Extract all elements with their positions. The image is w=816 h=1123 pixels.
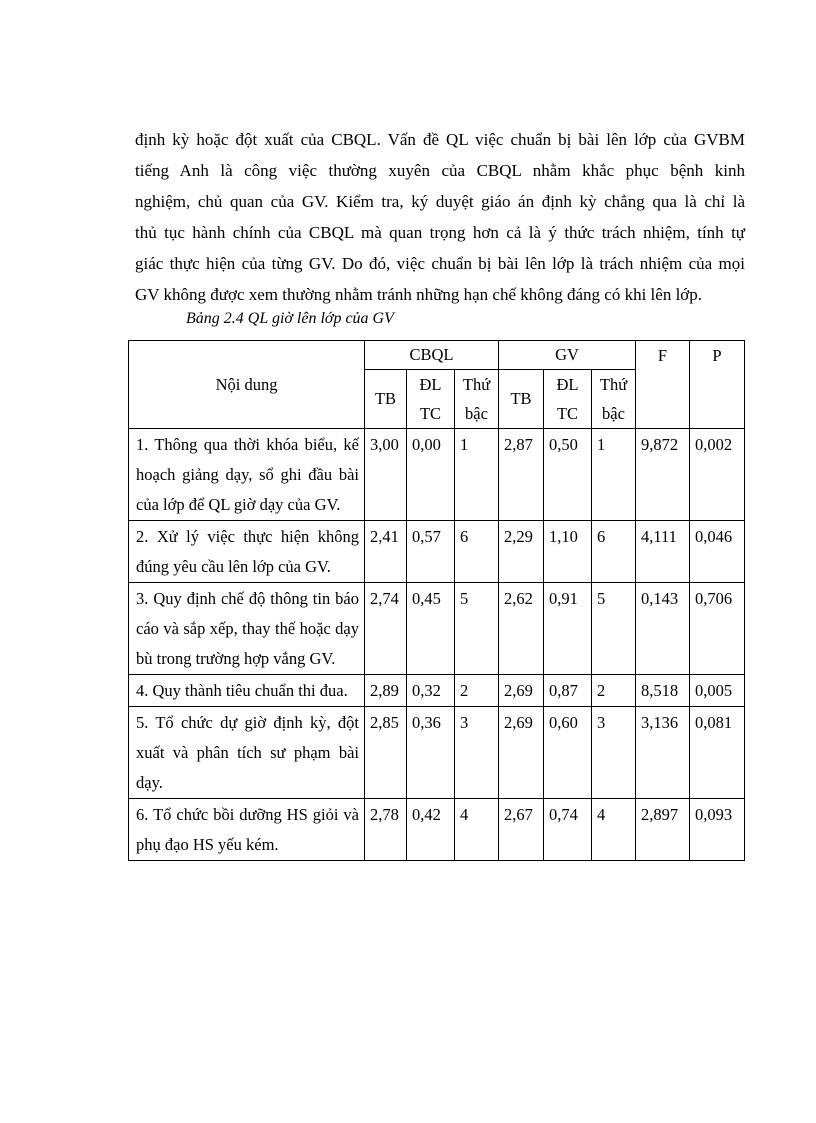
header-gv-rank: Thứ bậc — [592, 370, 636, 429]
cell-gv-tb: 2,29 — [499, 521, 544, 583]
cell-gv-dltc: 0,91 — [544, 583, 592, 675]
header-gv: GV — [499, 341, 636, 370]
cell-cbql-rank: 5 — [455, 583, 499, 675]
cell-f: 9,872 — [636, 429, 690, 521]
header-cbql-dltc: ĐL TC — [407, 370, 455, 429]
cell-cbql-tb: 2,41 — [365, 521, 407, 583]
cell-gv-tb: 2,69 — [499, 707, 544, 799]
cell-gv-dltc: 0,50 — [544, 429, 592, 521]
cell-f: 2,897 — [636, 799, 690, 861]
table-row — [129, 799, 745, 861]
header-gv-tb: TB — [499, 370, 544, 429]
cell-f: 4,111 — [636, 521, 690, 583]
cell-gv-rank: 2 — [592, 675, 636, 707]
cell-p: 0,005 — [690, 675, 745, 707]
cell-cbql-rank: 2 — [455, 675, 499, 707]
paragraph-line: định kỳ hoặc đột xuất của CBQL. Vấn đề QL việc chuẩn bị bài lên lớp của GVBM — [135, 130, 745, 149]
cell-cbql-rank: 3 — [455, 707, 499, 799]
cell-gv-tb: 2,62 — [499, 583, 544, 675]
cell-gv-dltc: 0,87 — [544, 675, 592, 707]
cell-p: 0,046 — [690, 521, 745, 583]
header-cbql-rank: Thứ bậc — [455, 370, 499, 429]
cell-p: 0,093 — [690, 799, 745, 861]
cell-cbql-rank: 6 — [455, 521, 499, 583]
table-row — [129, 583, 745, 675]
cell-gv-tb: 2,87 — [499, 429, 544, 521]
cell-cbql-dltc: 0,00 — [407, 429, 455, 521]
cell-gv-dltc: 1,10 — [544, 521, 592, 583]
body-paragraph — [135, 124, 745, 310]
header-row-1 — [129, 341, 745, 370]
cell-cbql-dltc: 0,57 — [407, 521, 455, 583]
header-p: P — [690, 341, 745, 429]
cell-content: 3. Quy định chế độ thông tin báo cáo và sắp xếp, thay thế hoặc dạy bù trong trường hợp vắng GV. — [129, 583, 365, 675]
cell-content: 5. Tổ chức dự giờ định kỳ, đột xuất và phân tích sư phạm bài dạy. — [129, 707, 365, 799]
table-row — [129, 429, 745, 521]
cell-gv-rank: 4 — [592, 799, 636, 861]
cell-cbql-dltc: 0,45 — [407, 583, 455, 675]
cell-f: 3,136 — [636, 707, 690, 799]
header-gv-dltc: ĐL TC — [544, 370, 592, 429]
cell-cbql-tb: 2,78 — [365, 799, 407, 861]
header-f: F — [636, 341, 690, 429]
cell-gv-dltc: 0,60 — [544, 707, 592, 799]
table-row — [129, 675, 745, 707]
cell-f: 8,518 — [636, 675, 690, 707]
paragraph-line: nghiệm, chủ quan của GV. Kiểm tra, ký duyệt giáo án định kỳ chẳng qua là chỉ là — [135, 192, 745, 211]
cell-content: 2. Xử lý việc thực hiện không đúng yêu cầu lên lớp của GV. — [129, 521, 365, 583]
cell-content: 6. Tổ chức bồi dưỡng HS giỏi và phụ đạo HS yếu kém. — [129, 799, 365, 861]
paragraph-line: giác thực hiện của từng GV. Do đó, việc chuẩn bị bài lên lớp là trách nhiệm của mọi — [135, 254, 745, 273]
cell-p: 0,081 — [690, 707, 745, 799]
header-cbql: CBQL — [365, 341, 499, 370]
cell-cbql-tb: 2,85 — [365, 707, 407, 799]
cell-gv-tb: 2,69 — [499, 675, 544, 707]
cell-cbql-tb: 2,89 — [365, 675, 407, 707]
cell-gv-rank: 5 — [592, 583, 636, 675]
cell-content: 1. Thông qua thời khóa biểu, kế hoạch giảng dạy, sổ ghi đầu bài của lớp để QL giờ dạy của GV. — [129, 429, 365, 521]
cell-cbql-tb: 3,00 — [365, 429, 407, 521]
header-cbql-tb: TB — [365, 370, 407, 429]
cell-f: 0,143 — [636, 583, 690, 675]
cell-gv-rank: 3 — [592, 707, 636, 799]
cell-cbql-dltc: 0,36 — [407, 707, 455, 799]
paragraph-line: thủ tục hành chính của CBQL mà quan trọng hơn cả là ý thức trách nhiệm, tính tự — [135, 223, 745, 242]
table-row — [129, 521, 745, 583]
paragraph-line: tiếng Anh là công việc thường xuyên của CBQL nhằm khắc phục bệnh kinh — [135, 161, 745, 180]
paragraph-line: GV không được xem thường nhằm tránh những hạn chế không đáng có khi lên lớp. — [135, 285, 703, 304]
cell-cbql-dltc: 0,42 — [407, 799, 455, 861]
cell-p: 0,002 — [690, 429, 745, 521]
cell-cbql-tb: 2,74 — [365, 583, 407, 675]
cell-gv-rank: 6 — [592, 521, 636, 583]
cell-cbql-rank: 1 — [455, 429, 499, 521]
table-row — [129, 707, 745, 799]
header-content: Nội dung — [129, 341, 365, 429]
cell-content: 4. Quy thành tiêu chuẩn thi đua. — [129, 675, 365, 707]
cell-gv-rank: 1 — [592, 429, 636, 521]
cell-gv-tb: 2,67 — [499, 799, 544, 861]
cell-cbql-dltc: 0,32 — [407, 675, 455, 707]
results-table — [128, 340, 745, 861]
table-caption: Bảng 2.4 QL giờ lên lớp của GV — [186, 310, 394, 327]
cell-cbql-rank: 4 — [455, 799, 499, 861]
cell-p: 0,706 — [690, 583, 745, 675]
cell-gv-dltc: 0,74 — [544, 799, 592, 861]
